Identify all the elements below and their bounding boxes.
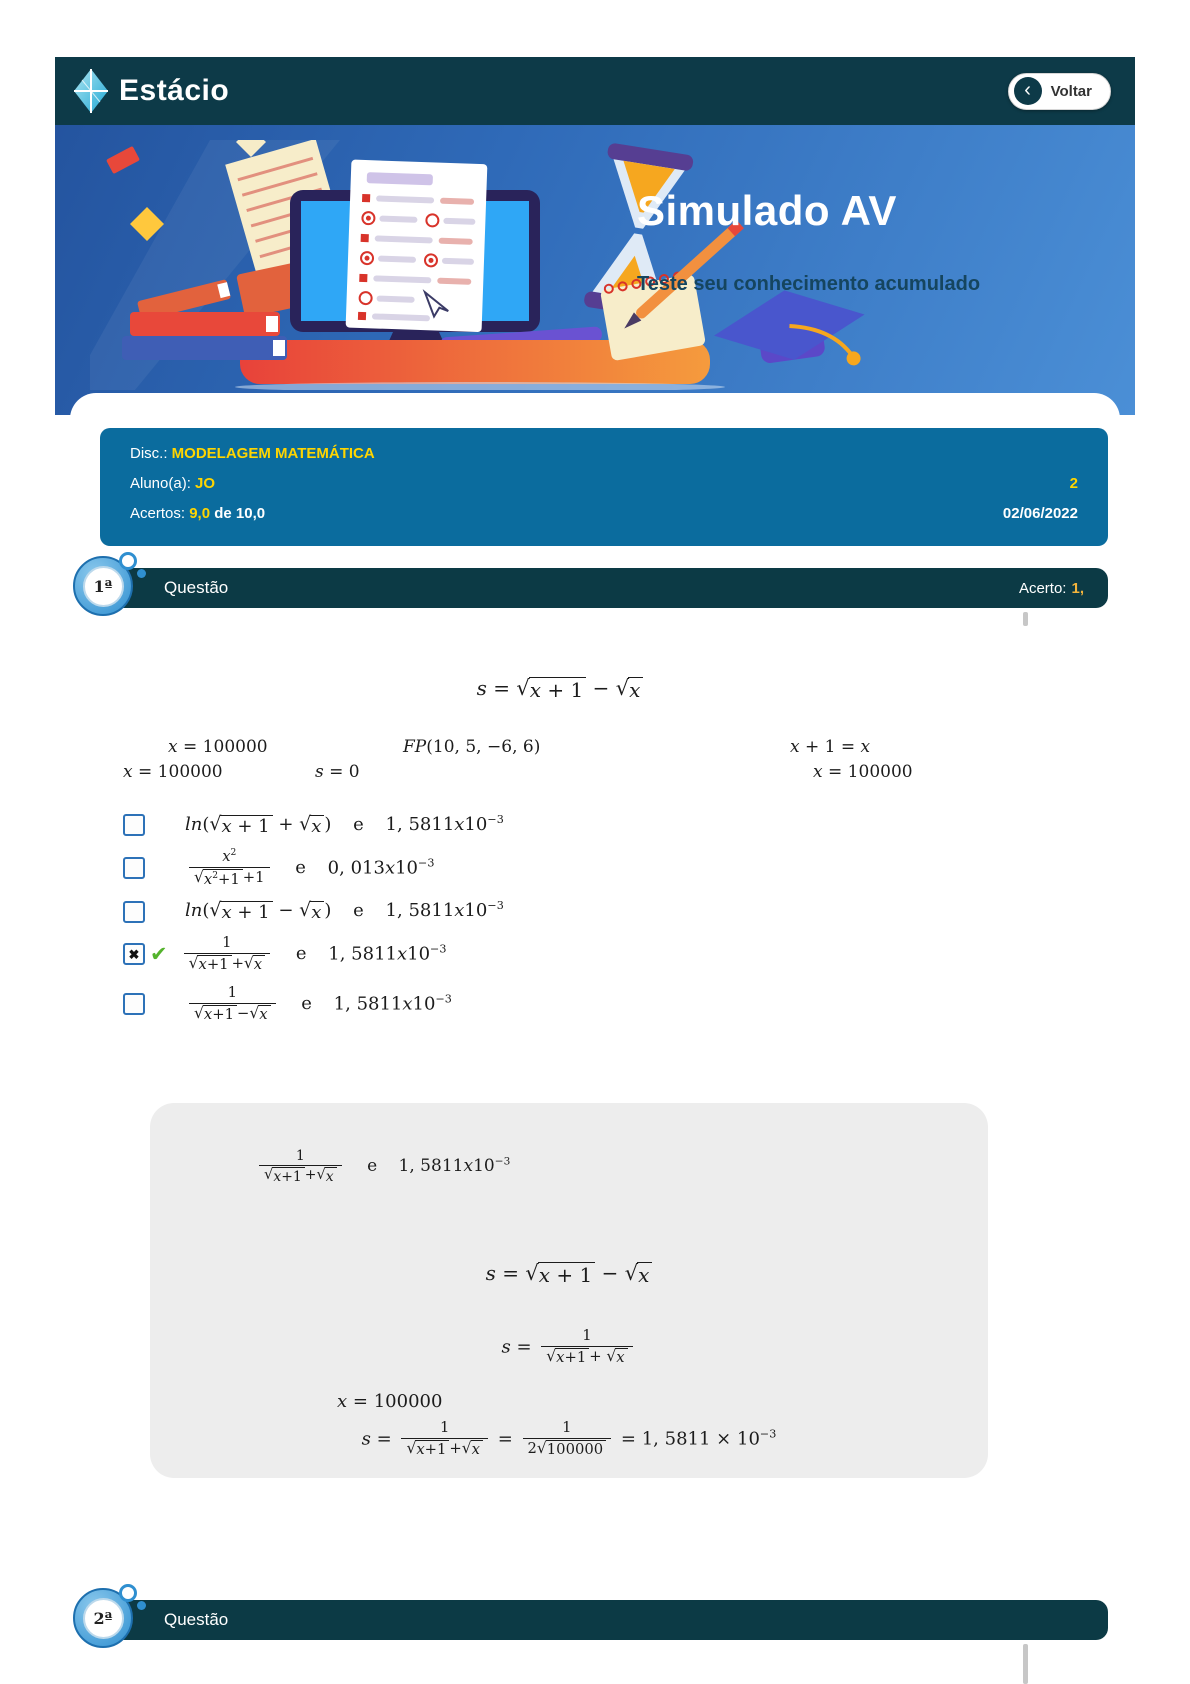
estacio-logo [73, 68, 229, 114]
score-value: 9,0 [189, 505, 211, 522]
formula-fragment: x = 100000 [168, 737, 268, 757]
explanation-box [150, 1103, 988, 1478]
top-header-bar [55, 57, 1135, 125]
option-formula: ln( √ x + 1 + √ x ) e 1, $5811x10^{-3}$ [185, 812, 504, 837]
back-button-label: Voltar [1050, 82, 1092, 100]
chevron-left-icon: ‹ [1014, 77, 1042, 105]
question1-header-bar [93, 568, 1108, 608]
score-label: Acertos: [130, 505, 186, 522]
bubble-icon [137, 569, 146, 578]
option-row [123, 847, 504, 890]
question1-title: Questão [164, 578, 229, 597]
formula-fragment: x + 1 = x [790, 737, 871, 757]
acerto-value: 1, [1071, 579, 1084, 597]
discipline-label: Disc.: [130, 445, 168, 462]
hero-banner [55, 125, 1135, 415]
hero-subtitle: Teste seu conhecimento acumulado [637, 273, 981, 295]
checkbox-unchecked[interactable] [123, 993, 145, 1015]
option-formula: 1 √ x+1 + √ x e 1, $5811x10^{-3}$ [180, 934, 447, 975]
discipline-value: MODELAGEM MATEMÁTICA [171, 445, 375, 462]
question1-score [1019, 580, 1084, 597]
question2-number: 2ª [83, 1598, 124, 1639]
exam-info-card [100, 428, 1108, 546]
checkbox-unchecked[interactable] [123, 901, 145, 923]
option-formula: ln( √ x + 1 − √ x ) e 1, $5811x10^{-3}$ [185, 899, 504, 924]
page-number: 2 [1069, 475, 1078, 492]
scrollbar-thumb[interactable] [1023, 1644, 1028, 1684]
explanation-formula: s = 1 √ x+1 + √ x = 1 2 √ 100000 = 1, $5811 \times 10^{-3}$ [361, 1419, 777, 1458]
option-row [123, 984, 504, 1025]
bubble-icon [137, 1601, 146, 1610]
explanation-formula: s = √ x + 1 − √ x [150, 1261, 988, 1287]
question2-clock-badge [73, 1588, 137, 1652]
formula-fragment: x = 100000 [813, 762, 913, 782]
score-row [130, 505, 1078, 522]
explanation-formula: 1 √ x+1 + √ x e 1, $5811x10^{-3}$ [255, 1147, 510, 1186]
checkbox-checked-x-icon[interactable]: ✖ [123, 943, 145, 965]
answer-options [123, 812, 504, 1025]
bubble-icon [119, 1584, 137, 1602]
checkbox-unchecked[interactable] [123, 857, 145, 879]
formula-fragment: x = 100000 [123, 762, 223, 782]
explanation-formula: s = 1 √ x+1 + √ x [150, 1327, 988, 1368]
option-row [123, 812, 504, 838]
student-value: JO [195, 475, 216, 492]
estacio-diamond-icon [73, 68, 109, 114]
option-row [123, 899, 504, 925]
question2-title: Questão [164, 1610, 229, 1629]
discipline-row [130, 445, 1078, 462]
back-button[interactable] [1008, 73, 1111, 110]
correct-check-icon: ✔ [150, 942, 168, 966]
exam-date: 02/06/2022 [1002, 505, 1078, 522]
question2-header-bar [93, 1600, 1108, 1640]
explanation-formula: x = 100000 [337, 1391, 443, 1412]
checkbox-unchecked[interactable] [123, 814, 145, 836]
hero-title: Simulado AV [637, 187, 897, 234]
acerto-label: Acerto: [1018, 579, 1067, 597]
score-total: de 10,0 [214, 505, 266, 522]
student-label: Aluno(a): [130, 475, 191, 492]
question1-main-formula: s = √ x + 1 − √ x [0, 676, 1120, 702]
formula-fragment: FP(10, 5, −6, 6) [403, 737, 541, 757]
option-row-selected-correct [123, 934, 504, 975]
question1-clock-badge [73, 556, 137, 620]
logo-text: Estácio [119, 74, 230, 107]
bubble-icon [119, 552, 137, 570]
option-formula: $x^2$ √ $x^2+1$ +1 e 0, $013x10^{-3}$ [185, 847, 434, 890]
formula-fragment: s = 0 [315, 762, 360, 782]
scrollbar-thumb[interactable] [1023, 612, 1028, 626]
question1-number: 1ª [83, 566, 124, 607]
option-formula: 1 √ x+1 − √ x e 1, $5811x10^{-3}$ [185, 984, 452, 1025]
student-row [130, 475, 1078, 492]
